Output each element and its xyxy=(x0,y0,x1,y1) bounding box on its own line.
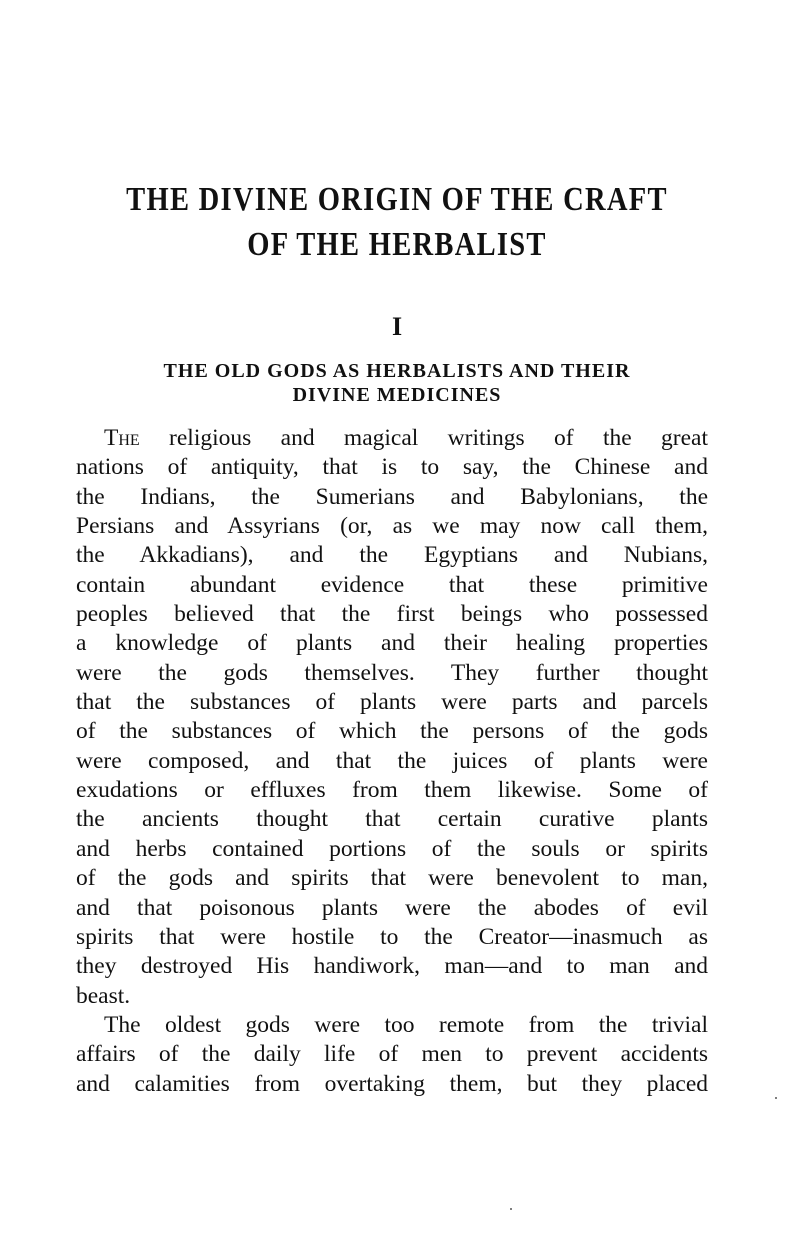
paragraph-1-line: they destroyed His handiwork, man—and to man and xyxy=(76,953,708,980)
paragraph-1-line: the Akkadians), and the Egyptians and Nubians, xyxy=(76,542,708,569)
chapter-title-line-1: THE DIVINE ORIGIN OF THE CRAFT xyxy=(126,181,668,218)
paragraph-1-dropword: The xyxy=(104,425,140,451)
paragraph-1-line: and that poisonous plants were the abodes of evil xyxy=(76,894,708,921)
paragraph-2-line: The oldest gods were too remote from the trivial xyxy=(104,1011,708,1038)
section-heading-line-1: THE OLD GODS AS HERBALISTS AND THEIR xyxy=(163,360,631,382)
paragraph-1-line: that the substances of plants were parts and parcels xyxy=(76,689,708,716)
paragraph-1-line-text: religious and magical writings of the great xyxy=(169,425,709,451)
paragraph-1-line: nations of antiquity, that is to say, the Chinese and xyxy=(76,454,708,481)
scan-speck xyxy=(775,1097,777,1099)
chapter-title-line-2: OF THE HERBALIST xyxy=(247,226,547,263)
paragraph-1-line: the ancients thought that certain curative plants xyxy=(76,806,708,833)
paragraph-1-line: the Indians, the Sumerians and Babylonians, the xyxy=(76,483,708,510)
paragraph-1-line: of the gods and spirits that were benevolent to man, xyxy=(76,865,708,892)
paragraph-1-line: beast. xyxy=(76,982,131,1009)
paragraph-2-line: and calamities from overtaking them, but they placed xyxy=(76,1070,708,1097)
paragraph-1-line: spirits that were hostile to the Creator—inasmuch as xyxy=(76,923,708,950)
paragraph-1-line: and herbs contained portions of the souls or spirits xyxy=(76,835,708,862)
paragraph-1-line: exudations or effluxes from them likewise. Some of xyxy=(76,777,708,804)
paragraph-2-line: affairs of the daily life of men to prevent accidents xyxy=(76,1041,708,1068)
scan-speck xyxy=(510,1208,512,1210)
paragraph-1-line: peoples believed that the first beings who possessed xyxy=(76,601,708,628)
paragraph-1-line: were the gods themselves. They further thought xyxy=(76,659,708,686)
section-heading-line-2: DIVINE MEDICINES xyxy=(292,384,502,406)
paragraph-1-line: of the substances of which the persons of the gods xyxy=(76,718,708,745)
paragraph-1-line: contain abundant evidence that these primitive xyxy=(76,571,708,598)
paragraph-1-line: were composed, and that the juices of plants were xyxy=(76,747,708,774)
section-numeral: I xyxy=(391,312,403,341)
paragraph-1-line: a knowledge of plants and their healing properties xyxy=(76,630,708,657)
paragraph-1-line: Persians and Assyrians (or, as we may now call them, xyxy=(76,513,708,540)
body-text xyxy=(76,424,708,1099)
paragraph-1-line xyxy=(76,424,708,453)
